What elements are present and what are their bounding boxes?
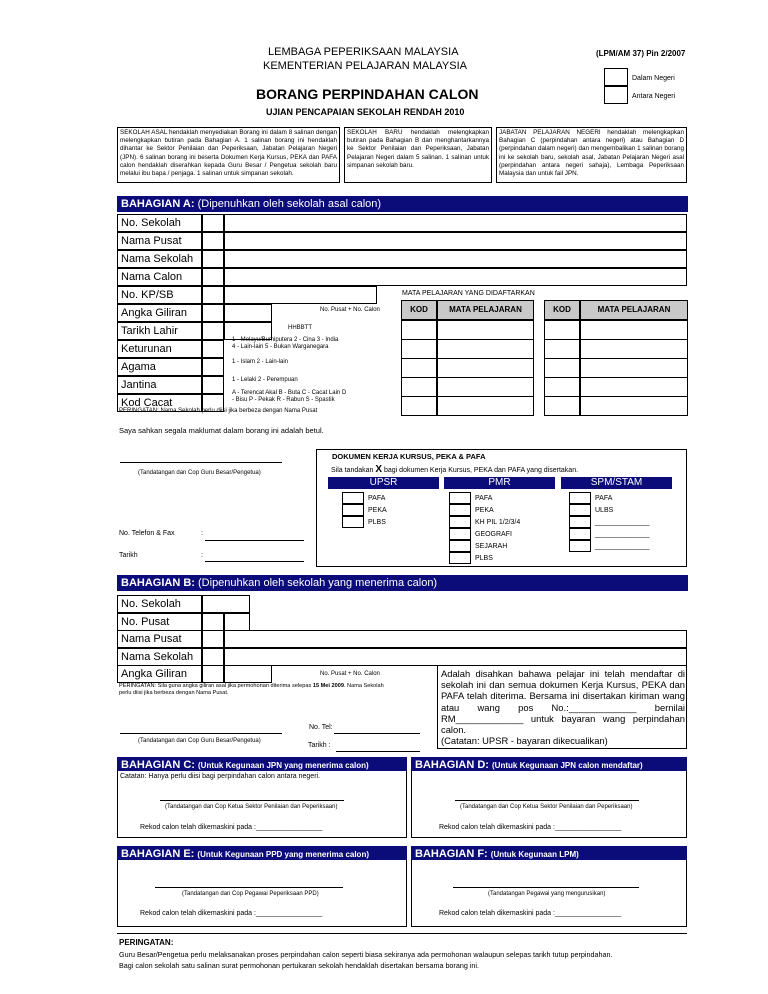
keturunan-codes-1: 1 - Melayu/Bumiputera 2 - Cina 3 - India xyxy=(232,337,339,343)
subject-header-1: MATA PELAJARAN xyxy=(437,300,534,320)
b-field-label-text-nama-sekolah: Nama Sekolah xyxy=(121,651,194,663)
dokumen-checkbox[interactable] xyxy=(569,528,591,540)
field-label-keturunan xyxy=(117,340,202,358)
subject-cell[interactable] xyxy=(580,358,688,378)
subject-header-3: MATA PELAJARAN xyxy=(580,300,688,320)
bahagian-b-subtitle: (Dipenuhkan oleh sekolah yang menerima calon) xyxy=(198,577,438,589)
b-field-input-nama-sekolah[interactable] xyxy=(224,648,687,666)
bahagian-d-header xyxy=(411,757,687,771)
telefon-colon: : xyxy=(201,530,203,537)
subject-header-0: KOD xyxy=(401,300,437,320)
subject-header-2: KOD xyxy=(544,300,580,320)
b-field-input-nama-pusat[interactable] xyxy=(224,630,687,648)
footer-divider xyxy=(117,933,687,934)
spm-header: SPM/STAM xyxy=(561,477,672,489)
dokumen-item-label: PAFA xyxy=(595,495,613,502)
subject-cell[interactable] xyxy=(401,396,437,416)
field-code-nama-sekolah[interactable] xyxy=(202,250,224,268)
pmr-header: PMR xyxy=(444,477,555,489)
field-label-no-kp-sb xyxy=(117,286,202,304)
b-field-label-nama-sekolah xyxy=(117,648,202,666)
pengesahan-text: Saya sahkan segala maklumat dalam borang ini adalah betul. xyxy=(119,426,324,435)
bahagian-f-title: BAHAGIAN F: xyxy=(415,848,488,860)
dokumen-checkbox[interactable] xyxy=(342,492,364,504)
field-code-no-sekolah[interactable] xyxy=(202,214,224,232)
dalam-negeri-label: Dalam Negeri xyxy=(632,75,675,82)
field-code-angka-giliran[interactable] xyxy=(202,304,224,322)
dokumen-checkbox[interactable] xyxy=(449,552,471,564)
signature-label-e: (Tandatangan dan Cop Pegawai Peperiksaan PPD) xyxy=(182,891,319,897)
field-code-nama-pusat[interactable] xyxy=(202,232,224,250)
dokumen-checkbox[interactable] xyxy=(342,516,364,528)
subject-cell[interactable] xyxy=(580,396,688,416)
dokumen-item-label: PAFA xyxy=(368,495,386,502)
telefon-input[interactable] xyxy=(205,540,304,541)
rekod-f[interactable]: Rekod calon telah dikemaskini pada :_________________ xyxy=(439,910,622,917)
b-field-code-nama-pusat[interactable] xyxy=(202,630,224,648)
dokumen-item-label: SEJARAH xyxy=(475,543,508,550)
subject-cell[interactable] xyxy=(544,377,580,397)
field-label-text-kod-cacat: Kod Cacat xyxy=(121,397,173,409)
b-field-label-nama-pusat xyxy=(117,630,202,648)
dokumen-item-label: ULBS xyxy=(595,507,614,514)
no-tel-label: No. Tel: xyxy=(309,724,333,731)
peringatan-b-a: PERINGATAN: Sila guna angka giliran asal jika permohonan diterima selepas xyxy=(119,683,312,689)
dokumen-checkbox[interactable] xyxy=(342,504,364,516)
field-code-nama-calon[interactable] xyxy=(202,268,224,286)
telefon-label: No. Telefon & Fax xyxy=(119,530,175,537)
field-label-angka-giliran xyxy=(117,304,202,322)
peringatan-b-date: 15 Mei 2009 xyxy=(312,683,344,689)
dokumen-checkbox[interactable] xyxy=(449,504,471,516)
antara-negeri-checkbox[interactable] xyxy=(604,86,628,104)
field-label-nama-sekolah xyxy=(117,250,202,268)
dalam-negeri-checkbox[interactable] xyxy=(604,68,628,86)
form-title: BORANG PERPINDAHAN CALON xyxy=(256,86,479,102)
field-code-no-kp-sb[interactable] xyxy=(202,286,224,304)
field-label-text-keturunan: Keturunan xyxy=(121,343,172,355)
mata-pelajaran-title: MATA PELAJARAN YANG DIDAFTARKAN xyxy=(402,290,535,297)
kod-cacat-codes-1: A - Terencat Akal B - Buta C - Cacat Lain D xyxy=(232,390,347,396)
bahagian-f-header xyxy=(411,846,687,860)
bahagian-e-title: BAHAGIAN E: xyxy=(121,848,195,860)
b-field-label-text-angka-giliran: Angka Giliran xyxy=(121,668,188,680)
no-tel-input[interactable] xyxy=(334,733,420,734)
field-input-no-kp-sb[interactable] xyxy=(224,286,377,304)
pengesahan-b-box xyxy=(437,665,687,749)
dokumen-item-label: PEKA xyxy=(368,507,387,514)
subject-cell[interactable] xyxy=(437,377,534,397)
signature-line-a[interactable] xyxy=(120,462,282,463)
subject-cell[interactable] xyxy=(580,320,688,340)
field-label-jantina xyxy=(117,376,202,394)
dokumen-title: DOKUMEN KERJA KURSUS, PEKA & PAFA xyxy=(332,452,486,461)
signature-line-b[interactable] xyxy=(120,733,282,734)
field-input-nama-calon[interactable] xyxy=(224,268,687,286)
dokumen-instruction-a: Sila tandakan xyxy=(331,467,374,474)
dokumen-checkbox[interactable] xyxy=(449,492,471,504)
bahagian-f-subtitle: (Untuk Kegunaan LPM) xyxy=(490,850,579,859)
field-label-text-jantina: Jantina xyxy=(121,379,157,391)
signature-label-c: (Tandatangan dan Cop Ketua Sektor Penilaian dan Peperiksaan) xyxy=(165,804,338,810)
tarikh-colon-a: : xyxy=(201,552,203,559)
subject-cell[interactable] xyxy=(580,377,688,397)
signature-label-f: (Tandatangan Pegawai yang mengurusikan) xyxy=(488,891,606,897)
bahagian-b-peringatan-1 xyxy=(119,684,384,690)
tarikh-label-b: Tarikh : xyxy=(308,742,331,749)
signature-line-d[interactable] xyxy=(455,800,639,801)
bahagian-c-catatan: Catatan: Hanya perlu diisi bagi perpindahan calon antara negeri. xyxy=(120,773,321,780)
bahagian-c-title: BAHAGIAN C: xyxy=(121,759,195,771)
dokumen-item-label: ______________ xyxy=(595,543,650,550)
field-label-text-tarikh-lahir: Tarikh Lahir xyxy=(121,325,178,337)
bahagian-b-title: BAHAGIAN B: xyxy=(121,577,195,589)
subject-cell[interactable] xyxy=(580,339,688,359)
field-input-nama-sekolah[interactable] xyxy=(224,250,687,268)
field-code-jantina[interactable] xyxy=(202,376,224,394)
note-jpn-text: JABATAN PELAJARAN NEGERI hendaklah melengkapkan Bahagian C (perpindahan antara negeri) atau Bahagian D (perpindahan dalam negeri) dan mengembalikan 1 salinan borang ini ke sekolah baru, sekolah asal, Jabatan Pelajaran Negeri asal (perpindahan antara negeri sahaja), Lembaga Peperiksaan Malaysia dan untuk fail JPN. xyxy=(499,129,684,178)
subject-cell[interactable] xyxy=(437,339,534,359)
b-field-label-no-pusat xyxy=(117,613,202,631)
tarikh-lahir-format: HHBBTT xyxy=(288,325,312,331)
subject-cell[interactable] xyxy=(544,320,580,340)
note-sekolah-baru-text: SEKOLAH BARU hendaklah melengkapkan butiran pada Bahagian B dan menghantarkannya ke Sektor Penilaian dan Peperiksaan, Jabatan Pelajaran Negeri dalam 5 salinan. 1 salinan untuk simpanan sekolah baru. xyxy=(347,129,489,169)
dokumen-checkbox[interactable] xyxy=(569,504,591,516)
bahagian-b-peringatan-2: perlu diisi jika berbeza dengan Nama Pusat. xyxy=(119,690,229,696)
bahagian-c-header xyxy=(117,757,407,771)
subject-cell[interactable] xyxy=(437,320,534,340)
signature-line-e[interactable] xyxy=(155,887,343,888)
field-label-no-sekolah xyxy=(117,214,202,232)
upsr-header: UPSR xyxy=(328,477,439,489)
field-label-tarikh-lahir xyxy=(117,322,202,340)
form-subtitle: UJIAN PENCAPAIAN SEKOLAH RENDAH 2010 xyxy=(266,107,465,117)
b-field-label-text-nama-pusat: Nama Pusat xyxy=(121,633,182,645)
subject-cell[interactable] xyxy=(544,339,580,359)
bahagian-d-title: BAHAGIAN D: xyxy=(415,759,489,771)
subject-cell[interactable] xyxy=(401,320,437,340)
bahagian-e-subtitle: (Untuk Kegunaan PPD yang menerima calon) xyxy=(197,850,369,859)
footer-line-2: Bagi calon sekolah satu salinan surat permohonan pertukaran sekolah hendaklah disertakan bersama borang ini. xyxy=(119,961,480,970)
keturunan-codes-2: 4 - Lain-lain 5 - Bukan Warganegara xyxy=(232,344,329,350)
dokumen-item-label: GEOGRAFI xyxy=(475,531,512,538)
field-label-text-no-sekolah: No. Sekolah xyxy=(121,217,181,229)
kod-cacat-codes-2: - Bisu P - Pekak R - Rabun S - Spastik xyxy=(232,397,335,403)
org-name-2: KEMENTERIAN PELAJARAN MALAYSIA xyxy=(263,60,467,72)
field-code-agama[interactable] xyxy=(202,358,224,376)
angka-giliran-note: No. Pusat + No. Calon xyxy=(320,307,380,313)
b-field-input-angka-giliran[interactable] xyxy=(224,665,272,683)
signature-label-d: (Tandatangan dan Cop Ketua Sektor Penilaian dan Peperiksaan) xyxy=(460,804,633,810)
dokumen-item-label: ______________ xyxy=(595,531,650,538)
subject-cell[interactable] xyxy=(401,339,437,359)
subject-cell[interactable] xyxy=(544,358,580,378)
dokumen-instruction-x: X xyxy=(375,464,383,475)
dokumen-item-label: PLBS xyxy=(368,519,386,526)
field-input-nama-pusat[interactable] xyxy=(224,232,687,250)
bahagian-a-title: BAHAGIAN A: xyxy=(121,198,195,210)
bahagian-a-peringatan: PERINGATAN: Nama Sekolah perlu diisi jika berbeza dengan Nama Pusat xyxy=(119,408,318,414)
b-field-code-no-pusat[interactable] xyxy=(202,613,224,631)
field-label-text-angka-giliran: Angka Giliran xyxy=(121,307,188,319)
b-field-input-no-pusat[interactable] xyxy=(224,613,250,631)
field-input-no-sekolah[interactable] xyxy=(224,214,687,232)
bahagian-a-header xyxy=(117,196,688,212)
field-label-nama-calon xyxy=(117,268,202,286)
signature-label-b: (Tandatangan dan Cop Guru Besar/Pengetua) xyxy=(138,738,261,744)
dokumen-item-label: ______________ xyxy=(595,519,650,526)
subject-cell[interactable] xyxy=(401,358,437,378)
dokumen-item-label: PLBS xyxy=(475,555,493,562)
bahagian-a-subtitle: (Dipenuhkan oleh sekolah asal calon) xyxy=(197,198,382,210)
b-angka-giliran-note: No. Pusat + No. Calon xyxy=(320,671,380,677)
field-label-text-no-kp-sb: No. KP/SB xyxy=(121,289,174,301)
bahagian-b-header xyxy=(117,575,688,591)
note-sekolah-asal-text: SEKOLAH ASAL hendaklah menyediakan Borang ini dalam 8 salinan dengan melengkapkan butiran pada Bahagian A. 1 salinan borang ini hendaklah dihantar ke Sektor Penilaian dan Peperiksaan, Jabatan Pelajaran Negeri (JPN). 6 salinan borang ini beserta Dokumen Kerja Kursus, PEKA dan PAFA calon hendaklah diserahkan kepada Guru Besar / Pengetua sekolah baru melalui ibu bapa / penjaga. 1 salinan untuk simpanan sekolah. xyxy=(120,129,337,178)
footer-title: PERINGATAN: xyxy=(119,938,174,947)
note-sekolah-asal xyxy=(117,127,340,183)
form-code: (LPM/AM 37) Pin 2/2007 xyxy=(596,49,686,58)
field-label-text-nama-calon: Nama Calon xyxy=(121,271,183,283)
signature-line-c[interactable] xyxy=(160,800,344,801)
tarikh-input-b[interactable] xyxy=(336,751,420,752)
bahagian-d-subtitle: (Untuk Kegunaan JPN calon mendaftar) xyxy=(492,761,643,770)
dokumen-item-label: PAFA xyxy=(475,495,493,502)
field-label-text-nama-sekolah: Nama Sekolah xyxy=(121,253,194,265)
subject-cell[interactable] xyxy=(437,358,534,378)
field-label-text-nama-pusat: Nama Pusat xyxy=(121,235,182,247)
rekod-d[interactable]: Rekod calon telah dikemaskini pada :_________________ xyxy=(439,824,622,831)
subject-cell[interactable] xyxy=(401,377,437,397)
footer-line-1: Guru Besar/Pengetua perlu melaksanakan proses perpindahan calon seperti biasa sekiranya ada permohonan walaupun selepas tarikh tutup perpindahan. xyxy=(119,950,613,959)
field-input-angka-giliran[interactable] xyxy=(224,304,272,322)
peringatan-b-b: . Nama Sekolah xyxy=(343,683,384,689)
dokumen-checkbox[interactable] xyxy=(449,528,471,540)
subject-cell[interactable] xyxy=(544,396,580,416)
signature-label-a: (Tandatangan dan Cop Guru Besar/Pengetua) xyxy=(138,470,261,476)
tarikh-label-a: Tarikh xyxy=(119,552,138,559)
dokumen-item-label: KH PIL 1/2/3/4 xyxy=(475,519,521,526)
b-field-label-text-no-pusat: No. Pusat xyxy=(121,616,170,628)
note-jpn xyxy=(496,127,687,183)
dokumen-checkbox[interactable] xyxy=(449,540,471,552)
dokumen-checkbox[interactable] xyxy=(569,516,591,528)
jantina-codes: 1 - Lelaki 2 - Perempuan xyxy=(232,377,298,383)
signature-line-f[interactable] xyxy=(453,887,639,888)
rekod-c[interactable]: Rekod calon telah dikemaskini pada :_________________ xyxy=(140,824,323,831)
b-field-label-no-sekolah xyxy=(117,595,202,613)
antara-negeri-label: Antara Negeri xyxy=(632,93,676,100)
bahagian-c-subtitle: (Untuk Kegunaan JPN yang menerima calon) xyxy=(198,761,369,770)
field-label-nama-pusat xyxy=(117,232,202,250)
b-field-label-angka-giliran xyxy=(117,665,202,683)
rekod-e[interactable]: Rekod calon telah dikemaskini pada :_________________ xyxy=(140,910,323,917)
field-label-agama xyxy=(117,358,202,376)
note-sekolah-baru xyxy=(344,127,492,183)
org-name-1: LEMBAGA PEPERIKSAAN MALAYSIA xyxy=(268,46,459,58)
dokumen-instruction xyxy=(331,465,578,475)
agama-codes: 1 - Islam 2 - Lain-lain xyxy=(232,359,289,365)
pengesahan-b-text: Adalah disahkan bahawa pelajar ini telah mendaftar di sekolah ini dan semua dokumen Kerja Kursus, PEKA dan PAFA telah diterima. Bersama ini disertakan kiriman wang atau wang pos No.:_____________ bernilai RM_____________ untuk bayaran wang perpindahan calon. xyxy=(441,668,685,736)
field-code-tarikh-lahir[interactable] xyxy=(202,322,224,340)
b-field-code-angka-giliran[interactable] xyxy=(202,665,224,683)
subject-cell[interactable] xyxy=(437,396,534,416)
dokumen-item-label: PEKA xyxy=(475,507,494,514)
field-label-text-agama: Agama xyxy=(121,361,156,373)
b-field-label-text-no-sekolah: No. Sekolah xyxy=(121,598,181,610)
dokumen-checkbox[interactable] xyxy=(569,492,591,504)
dokumen-checkbox[interactable] xyxy=(569,540,591,552)
b-field-code-no-sekolah[interactable] xyxy=(202,595,250,613)
tarikh-input-a[interactable] xyxy=(205,561,304,562)
bahagian-e-header xyxy=(117,846,407,860)
catatan-upsr: (Catatan: UPSR - bayaran dikecualikan) xyxy=(441,735,608,746)
field-code-keturunan[interactable] xyxy=(202,340,224,358)
dokumen-checkbox[interactable] xyxy=(449,516,471,528)
dokumen-instruction-b: bagi dokumen Kerja Kursus, PEKA dan PAFA yang disertakan. xyxy=(384,467,579,474)
b-field-code-nama-sekolah[interactable] xyxy=(202,648,224,666)
